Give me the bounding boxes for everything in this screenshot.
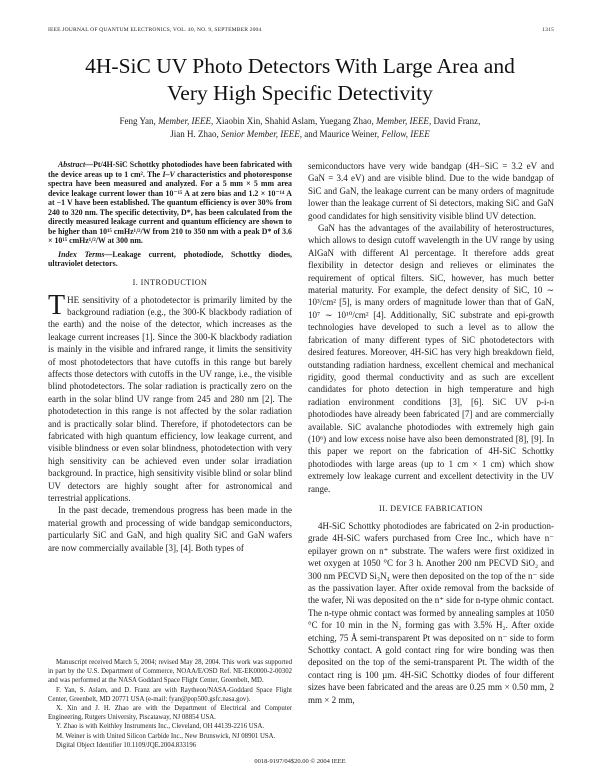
author-names: Jian H. Zhao, xyxy=(170,128,221,139)
title-line: Very High Specific Detectivity xyxy=(167,81,433,105)
footnote: M. Weiner is with United Silicon Carbide Inc., New Brunswick, NJ 08901 USA. xyxy=(56,732,276,740)
body-paragraph xyxy=(48,289,292,505)
abstract-text: I–V xyxy=(162,169,175,179)
author-line xyxy=(40,115,560,128)
section-heading: I. INTRODUCTION xyxy=(132,277,208,287)
abstract-text: characteristics and photoresponse spectra have been measured and analyzed. For a 5 mm × 5 mm area device leakage current lower than 10⁻¹⁵ A at zero bias and 1.2 × 10⁻¹⁴ A at −1 V have been established. The quantum efficiency is over 30% from 240 to 320 nm. The specific detectivity, D*, has been calculated from the directly measured leakage current and quantum efficiency are shown to be higher than 10¹⁵ cmHz¹/²/W from 210 to 350 nm with a peak D* of 3.6 × 10¹⁵ cmHz¹/²/W at 300 nm. xyxy=(48,169,292,245)
author-membership: Member, IEEE xyxy=(158,116,212,126)
paper-title xyxy=(40,53,560,107)
author-membership: Fellow, IEEE xyxy=(381,128,430,139)
author-line xyxy=(40,128,560,141)
author-names: , Xiaobin Xin, Shahid Aslam, Yuegang Zhao, xyxy=(211,116,376,126)
journal-name: IEEE JOURNAL OF QUANTUM ELECTRONICS, VOL. 40, NO. 9, SEPTEMBER 2004 xyxy=(48,27,262,33)
section-heading: II. DEVICE FABRICATION xyxy=(379,503,483,513)
title-line: 4H-SiC UV Photo Detectors With Large Area and xyxy=(85,54,515,78)
left-column xyxy=(48,160,292,750)
author-names: , David Franz, xyxy=(428,116,481,126)
index-terms-label: Index Terms— xyxy=(58,249,113,259)
index-terms-text: Leakage current, photodiode, Schottky diodes, ultraviolet detectors. xyxy=(48,249,292,268)
footer-copyright: 0018-9197/04$20.00 © 2004 IEEE xyxy=(254,758,346,765)
footnotes xyxy=(48,658,292,750)
author-membership: Senior Member, IEEE xyxy=(220,128,300,139)
body-paragraph: 4H-SiC Schottky photodiodes are fabricated on 2-in production-grade 4H-SiC wafers purchased from Cree Inc., which have n⁻ epilayer grown on n⁺ substrate. The wafers were first oxidized in wet oxygen at 1050 °C for 3 h. Another 200 nm PECVD SiO₂ and 300 nm PECVD Si₃N₄ were then deposited on the top of the n⁻ side as the passivation layer. After oxide removal from the backside of the wafer, Ni was deposited on the n⁺ side for n-type ohmic contact. The n-type ohmic contact was formed by annealing samples at 1050 °C for 10 min in the N₂ forming gas with 3.5% H₂. After oxide etching, 75 Å semi-transparent Pt was deposited on n⁻ side to form Schottky contact. A gold contact ring for wire bonding was then deposited on the top of the semi-transparent Pt. The width of the contact ring is 100 µm. 4H-SiC Schottky diodes of four different sizes have been fabricated and the areas are 0.25 mm × 0.50 mm, 2 mm × 2 mm, xyxy=(308,520,554,705)
author-names: Feng Yan, xyxy=(119,116,159,126)
footnote: Y. Zhao is with Keithley Instruments Inc., Cleveland, OH 44139-2216 USA. xyxy=(56,723,265,731)
drop-cap: T xyxy=(48,289,66,321)
index-terms xyxy=(48,250,292,269)
body-paragraph: In the past decade, tremendous progress has been made in the material growth and processing of wide bandgap semiconductors, particularly SiC and GaN, and high quality SiC and GaN wafers are now commercially available [3], [4]. Both types of xyxy=(48,505,292,553)
footnote: Manuscript received March 5, 2004; revised May 28, 2004. This work was supported in part by the U.S. Department of Commerce, NOAA/E/OSD Ref. NE-EK0000-2-00302 and was performed at the NASA Goddard Space Flight Center, Greenbelt, MD. xyxy=(48,658,292,685)
abstract-label: Abstract— xyxy=(58,160,94,169)
paragraph-text: HE sensitivity of a photodetector is primarily limited by the background radiation (e.g., the 300-K blackbody radiation of the earth) and the noise of the detector, which increases as the leakage current increases [1]. Since the 300-K blackbody radiation is mainly in the visible and infrared range, it limits the sensitivity of most photodetectors that have cutoffs in this range but barely affects those detectors with cutoffs in the UV range, i.e., the visible blind photodetectors. The solar radiation is practically zero on the earth in the solar blind UV range from 245 and 280 nm [2]. The photodetection in this range is not affected by the solar radiation and is practically solar blind. Therefore, if photodetectors can be fabricated with high quantum efficiency, low leakage current, and visible blindness or even solar blindness, photodetection with very high sensitivity can be achieved even under solar irradiation background. In practice, high sensitivity visible blind or solar blind UV detectors are highly sought after for astronomical and terrestrial applications. xyxy=(48,294,292,503)
author-list xyxy=(40,115,560,140)
page-number: 1315 xyxy=(542,27,554,33)
author-membership: Member, IEEE xyxy=(375,116,429,126)
author-names: , and Maurice Weiner, xyxy=(299,128,382,139)
abstract-text: Pt/4H-SiC Schottky photodiodes have been fabricated with the device areas up to 1 cm². The xyxy=(48,160,292,179)
body-paragraph: GaN has the advantages of the availability of heterostructures, which allows to design cutoff wavelength in the UV range by using AlGaN with different Al percentage. It therefore adds great flexibility in detector design and relieves or eliminates the requirement of optical filters. SiC, however, has much better material maturity. For example, the defect density of SiC, 10 ∼ 10³/cm² [5], is many orders of magnitude lower than that of GaN, 10⁷ ∼ 10¹⁰/cm² [4]. Additionally, SiC substrate and epi-growth technologies have developed to such a level as to allow the fabrication of many different types of SiC photodetectors with desired features. Moreover, 4H-SiC has very high breakdown field, outstanding radiation hardness, excellent chemical and mechanical rigidity, good thermal conductivity and as such are excellent candidates for photo detection in high temperature and high radiation environment conditions [3], [6]. SiC UV p-i-n photodiodes have already been fabricated [7] and are commercially available. SiC avalanche photodiodes with extremely high gain (10⁶) and low excess noise have also been demonstrated [8], [9]. In this paper we report on the fabrication of 4H-SiC Schottky photodiodes with large areas (up to 1 cm × 1 cm) which show extremely low leakage current and excellent detectivity in the UV range. xyxy=(308,223,554,494)
footnote: F. Yan, S. Aslam, and D. Franz are with Raytheon/NASA-Goddard Space Flight Center, Greenbelt, MD 20771 USA (e-mail: fyan@pop500.gsfc.nasa.gov). xyxy=(48,686,292,703)
right-column xyxy=(308,160,554,750)
abstract xyxy=(48,160,292,246)
running-header xyxy=(48,27,554,33)
footnote: X. Xin and J. H. Zhao are with the Department of Electrical and Computer Engineering, Rutgers University, Piscataway, NJ 08854 USA. xyxy=(48,704,292,722)
body-paragraph: semiconductors have very wide bandgap (4H−SiC = 3.2 eV and GaN = 3.4 eV) and are visible blind. Due to the wide bandgap of SiC and GaN, the leakage current can be many orders of magnitude lower than the leakage current of Si detectors, making SiC and GaN good candidates for high sensitivity visible blind UV detection. xyxy=(308,161,554,221)
footnote: Digital Object Identifier 10.1109/JQE.2004.833196 xyxy=(56,741,197,749)
